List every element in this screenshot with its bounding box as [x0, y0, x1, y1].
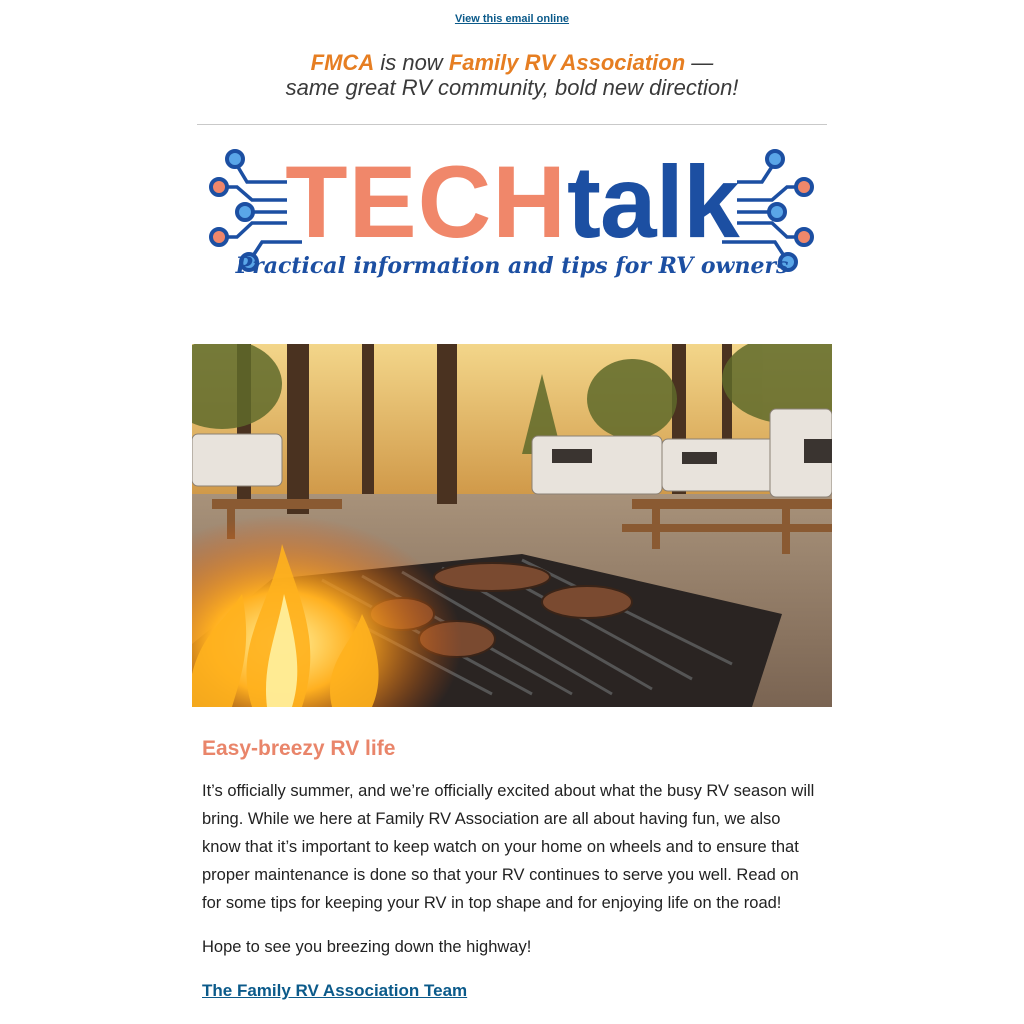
article-headline: Easy-breezy RV life	[202, 737, 396, 760]
rebrand-announcement	[192, 50, 832, 100]
campsite-grill-photo-icon	[192, 344, 832, 707]
new-brand-name: Family RV Association	[448, 50, 686, 75]
announcement-dash: —	[685, 50, 714, 75]
signoff-link[interactable]: The Family RV Association Team	[202, 981, 468, 1000]
techtalk-logo	[192, 145, 832, 295]
view-online-link[interactable]: View this email online	[454, 13, 570, 25]
hero-image[interactable]	[192, 344, 832, 707]
article	[192, 737, 832, 1001]
divider	[197, 124, 827, 125]
announcement-is-now: is now	[374, 50, 449, 75]
old-brand-name: FMCA	[310, 50, 375, 75]
logo-tech: TECH	[285, 145, 567, 259]
logo-talk: talk	[566, 145, 739, 259]
email-container	[192, 0, 832, 1001]
article-paragraph-1: It’s officially summer, and we’re officially excited about what the busy RV season will bring. While we here at Family RV Association are all about having fun, we also know that it’s important to keep watch on your home on wheels and to ensure that proper maintenance is done so that your RV continues to serve you well. Read on for some tips for keeping your RV in top shape and for enjoying life on the road!	[202, 782, 815, 912]
logo-wordmark	[192, 145, 832, 259]
announcement-line-2: same great RV community, bold new direction!	[285, 75, 739, 100]
logo-tagline: Practical information and tips for RV owners	[235, 253, 789, 279]
article-paragraph-2: Hope to see you breezing down the highway!	[202, 938, 532, 956]
announcement-line-1	[192, 50, 832, 75]
